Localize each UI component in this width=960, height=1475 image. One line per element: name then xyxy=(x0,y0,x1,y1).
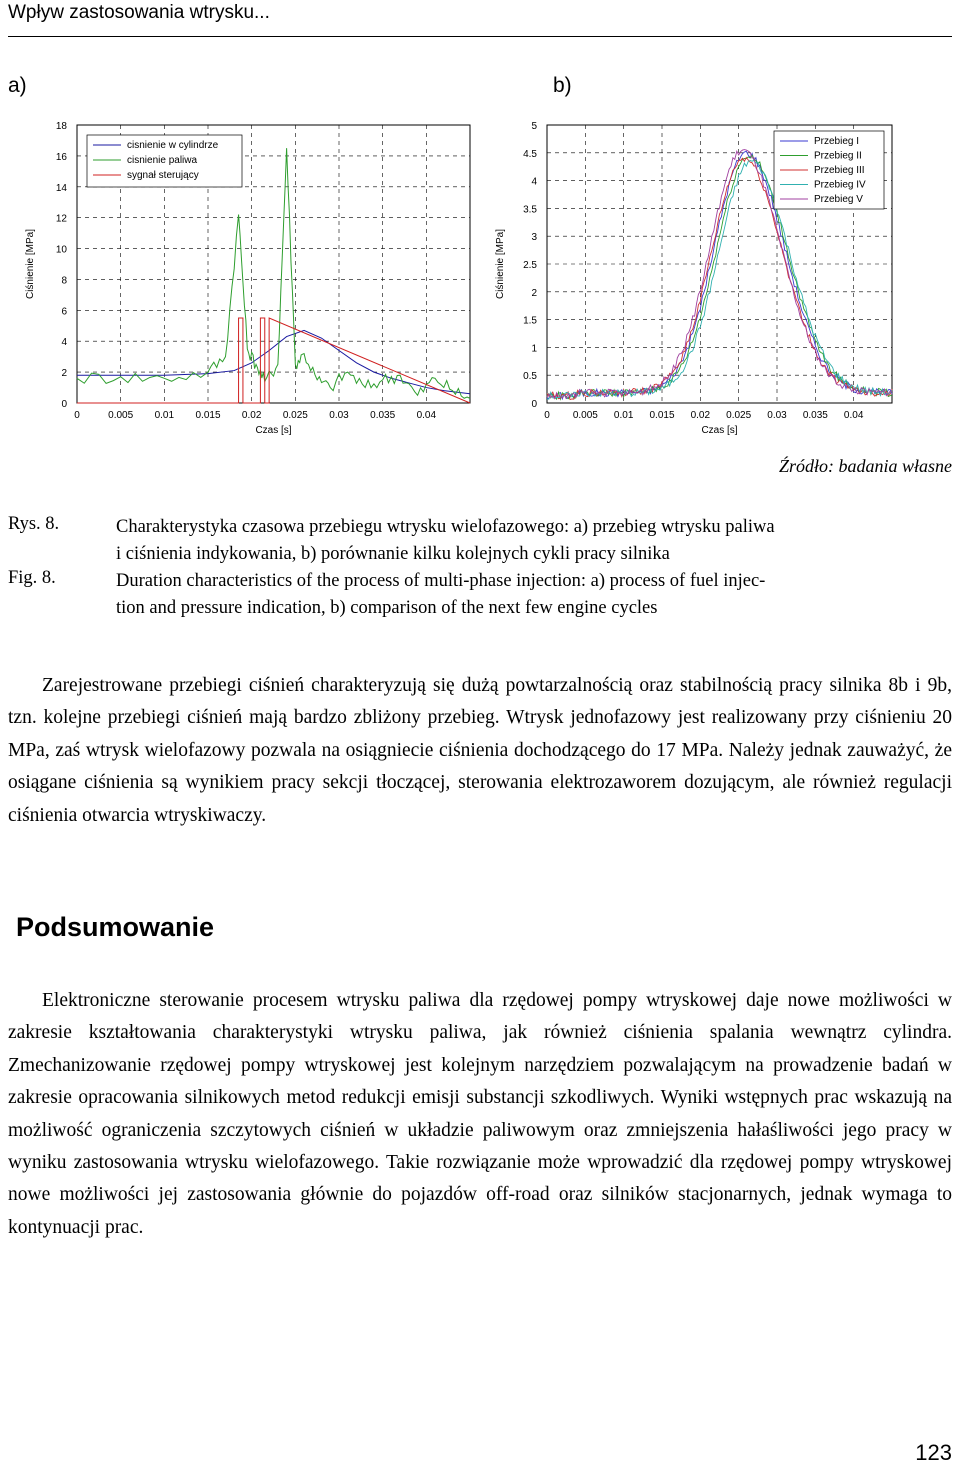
y-tick-label: 3.5 xyxy=(523,204,537,216)
y-tick-label: 4.5 xyxy=(523,148,537,160)
x-tick-label: 0.025 xyxy=(726,410,752,421)
x-tick-label: 0.04 xyxy=(843,410,864,421)
x-tick-label: 0.025 xyxy=(282,410,308,421)
caption-fig-label: Fig. 8. xyxy=(8,568,56,588)
legend-label: Przebieg V xyxy=(814,194,863,205)
page-number: 123 xyxy=(915,1440,952,1465)
y-tick-label: 4 xyxy=(531,176,537,188)
panel-b-label: b) xyxy=(553,74,572,97)
y-axis-label: Ciśnienie [MPa] xyxy=(495,228,506,300)
x-tick-label: 0.01 xyxy=(613,410,634,421)
x-tick-label: 0.015 xyxy=(195,410,221,421)
x-tick-label: 0 xyxy=(544,410,550,421)
panel-a-label: a) xyxy=(8,74,27,97)
legend-label: cisnienie paliwa xyxy=(127,155,198,166)
y-tick-label: 2 xyxy=(531,287,537,299)
section-title: Podsumowanie xyxy=(16,912,215,942)
legend-label: Przebieg III xyxy=(814,165,865,176)
y-tick-label: 0.5 xyxy=(523,371,537,383)
y-tick-label: 10 xyxy=(55,244,67,256)
x-tick-label: 0.02 xyxy=(241,410,262,421)
caption-pl-line2: i ciśnienia indykowania, b) porównanie kilku kolejnych cykli pracy silnika xyxy=(116,544,670,564)
y-tick-label: 5 xyxy=(531,121,537,132)
chart-a xyxy=(25,110,500,440)
paragraph-summary: Elektroniczne sterowanie procesem wtrysku paliwa dla rzędowej pompy wtryskowej daje nowe możliwości w zakresie kształtowania charakterystyki wtrysku paliwa, jak również ciśnienia spalania wewnątrz cylindra. Zmechanizowanie rzędowej pompy wtryskowej jest kolejnym narzędziem pozwalającym na prowadzenie badań w zakresie opracowania silnikowych metod redukcji emisji substancji szkodliwych. Wyniki wstępnych prac wskazują na możliwość ograniczenia szczytowych ciśnień w układzie paliwowym oraz zmniejszenia hałaśliwości jego pracy w wyniku zastosowania wtrysku wielofazowego. Takie rozwiązanie może wprowadzić dla rzędowej pompy wtryskowej nowe możliwości jej zastosowania głównie do pojazdów off-road oraz silników stacjonarnych, jednak wymaga to kontynuacji prac. xyxy=(8,990,952,1238)
legend-label: sygnał sterujący xyxy=(127,170,199,181)
caption-pl-line1: Charakterystyka czasowa przebiegu wtrysku wielofazowego: a) przebieg wtrysku paliwa xyxy=(116,517,775,537)
y-tick-label: 8 xyxy=(61,275,67,287)
y-tick-label: 4 xyxy=(61,337,67,349)
y-tick-label: 3 xyxy=(531,232,537,244)
caption-rys-label: Rys. 8. xyxy=(8,514,60,534)
x-tick-label: 0.03 xyxy=(767,410,787,421)
header-rule xyxy=(8,36,952,37)
y-tick-label: 14 xyxy=(55,182,67,194)
y-tick-label: 2.5 xyxy=(523,260,537,271)
x-tick-label: 0.005 xyxy=(572,410,598,421)
y-tick-label: 1 xyxy=(531,343,537,355)
y-tick-label: 6 xyxy=(61,306,67,318)
y-tick-label: 1.5 xyxy=(523,315,537,327)
legend-label: Przebieg II xyxy=(814,150,862,162)
x-tick-label: 0.02 xyxy=(690,410,711,421)
running-header: Wpływ zastosowania wtrysku... xyxy=(8,2,270,23)
x-tick-label: 0.035 xyxy=(802,410,828,421)
x-tick-label: 0.03 xyxy=(329,410,349,421)
y-tick-label: 18 xyxy=(55,121,67,132)
y-tick-label: 0 xyxy=(531,399,537,410)
caption-en-line1: Duration characteristics of the process of multi-phase injection: a) process of fuel injec- xyxy=(116,571,766,591)
y-tick-label: 12 xyxy=(55,213,67,225)
legend-label: Przebieg I xyxy=(814,136,860,147)
y-tick-label: 2 xyxy=(61,368,67,380)
y-tick-label: 16 xyxy=(55,151,67,163)
y-tick-label: 0 xyxy=(61,399,67,410)
x-axis-label: Czas [s] xyxy=(701,425,738,436)
paragraph-results: Zarejestrowane przebiegi ciśnień charakteryzują się dużą powtarzalnością oraz stabilnością pracy silnika 8b i 9b, tzn. kolejne przebiegi ciśnień mają bardzo zbliżony przebieg. Wtrysk jednofazowy jest realizowany przy ciśnieniu 20 MPa, zaś wtrysk wielofazowy pozwala na osiągniecie ciśnienia dochodzącego do 17 MPa. Należy jednak zauważyć, że osiągane ciśnienia są wynikiem pracy sekcji tłoczącej, sterowania elektrozaworem dozującym, ale również regulacji ciśnienia otwarcia wtryskiwaczy. xyxy=(8,675,952,826)
x-tick-label: 0.015 xyxy=(649,410,675,421)
caption-en-line2: tion and pressure indication, b) comparison of the next few engine cycles xyxy=(116,598,658,618)
figure-source: Źródło: badania własne xyxy=(778,456,952,476)
x-tick-label: 0 xyxy=(74,410,80,421)
chart-b xyxy=(495,110,940,440)
x-tick-label: 0.005 xyxy=(108,410,134,421)
y-axis-label: Ciśnienie [MPa] xyxy=(25,228,36,300)
x-axis-label: Czas [s] xyxy=(255,425,292,436)
x-tick-label: 0.035 xyxy=(370,410,396,421)
x-tick-label: 0.01 xyxy=(154,410,175,421)
x-tick-label: 0.04 xyxy=(416,410,437,421)
legend-label: Przebieg IV xyxy=(814,179,866,191)
legend-label: cisnienie w cylindrze xyxy=(127,140,219,151)
